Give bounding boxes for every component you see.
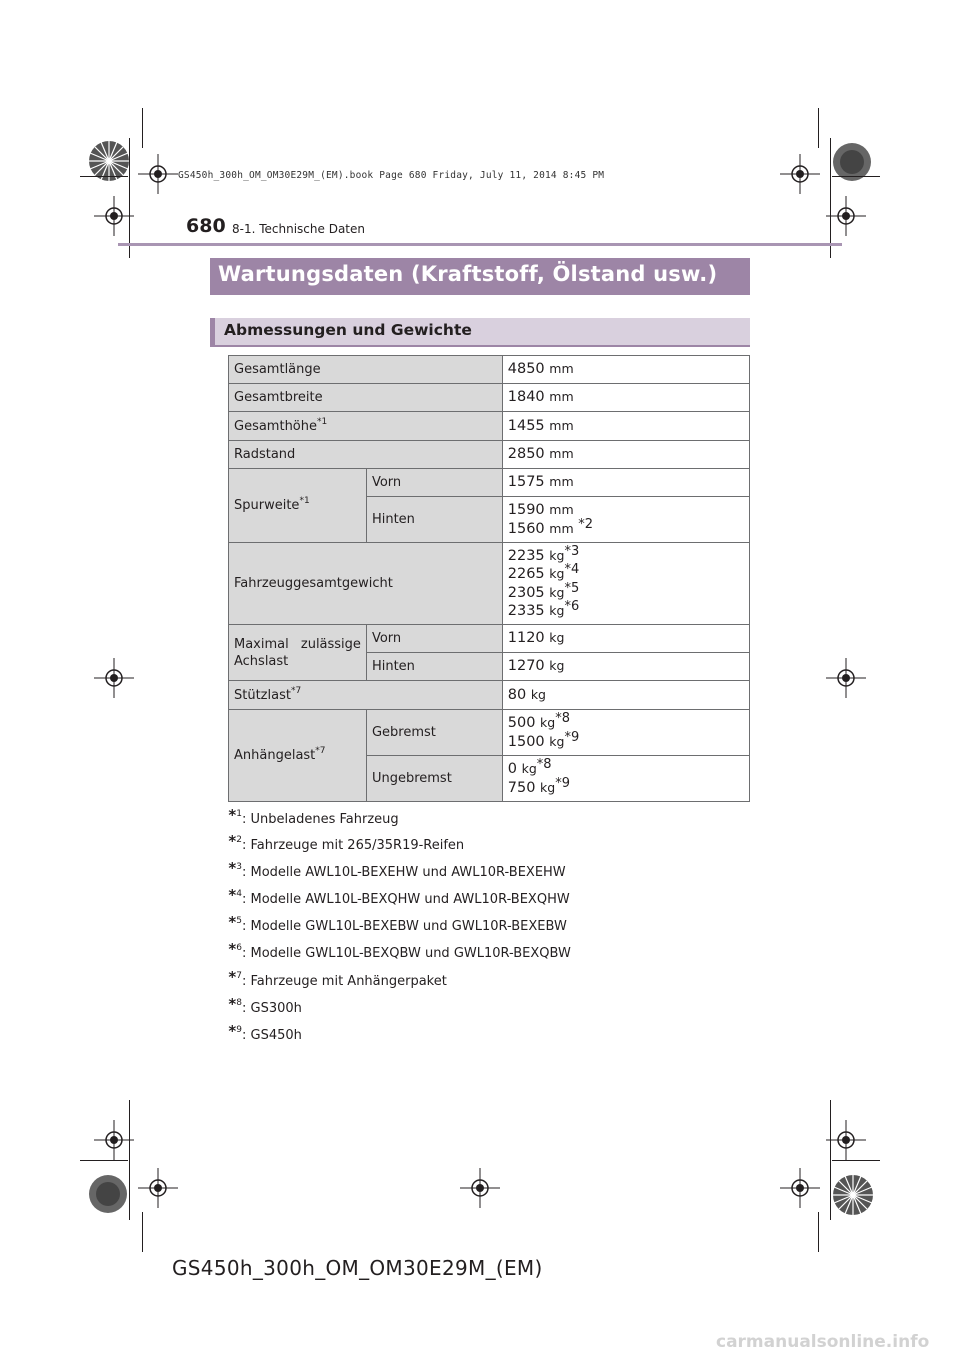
table-row — [229, 710, 750, 756]
footnote: *$^4$: Modelle AWL10L-BEXQHW und AWL10R-BEXQHW — [228, 886, 570, 907]
table-value: 1120 kg — [502, 625, 749, 653]
subtitle-bar — [210, 318, 750, 347]
crop-mark-icon — [142, 108, 143, 148]
table-label: Maximal zulässige Achslast — [229, 625, 367, 681]
table-sublabel: Vorn — [366, 625, 502, 653]
table-label: Fahrzeuggesamtgewicht — [229, 543, 503, 625]
registration-mark-icon — [460, 1168, 500, 1208]
table-value: 1590 mm 1560 mm *2 — [502, 497, 749, 543]
table-value: 80 kg — [502, 681, 749, 710]
subtitle: Abmessungen und Gewichte — [224, 321, 472, 339]
table-label: Anhängelast$^{*7}$ — [229, 710, 367, 802]
crop-mark-icon — [832, 176, 880, 177]
crop-mark-icon — [832, 1160, 880, 1161]
registration-mark-icon — [94, 1120, 134, 1160]
page-number: 680 — [186, 215, 226, 237]
table-sublabel: Ungebremst — [366, 756, 502, 802]
footnote: *$^5$: Modelle GWL10L-BEXEBW und GWL10R-BEXEBW — [228, 913, 567, 934]
page-title-bar — [210, 258, 750, 295]
table-value: 0 kg*8 750 kg*9 — [502, 756, 749, 802]
table-label: Radstand — [229, 441, 503, 469]
table-value: 1575 mm — [502, 469, 749, 497]
table-row — [229, 441, 750, 469]
table-label: Gesamtlänge — [229, 356, 503, 384]
color-bar-icon — [86, 1172, 130, 1216]
registration-mark-icon — [826, 658, 866, 698]
section-title: 8-1. Technische Daten — [232, 222, 365, 236]
footnote: *$^3$: Modelle AWL10L-BEXEHW und AWL10R-BEXEHW — [228, 859, 566, 880]
table-value: 1455 mm — [502, 412, 749, 441]
table-value: 1270 kg — [502, 653, 749, 681]
table-label: Gesamthöhe$^{*1}$ — [229, 412, 503, 441]
table-label: Spurweite$^{*1}$ — [229, 469, 367, 543]
footnote: *$^1$: Unbeladenes Fahrzeug — [228, 806, 399, 827]
color-bar-icon — [86, 138, 132, 184]
table-value: 500 kg*8 1500 kg*9 — [502, 710, 749, 756]
table-row — [229, 543, 750, 625]
table-value: 2850 mm — [502, 441, 749, 469]
table-label: Stützlast$^{*7}$ — [229, 681, 503, 710]
footnote: *$^9$: GS450h — [228, 1022, 302, 1043]
table-value: 1840 mm — [502, 384, 749, 412]
subtitle-accent — [210, 318, 215, 347]
crop-mark-icon — [830, 1100, 831, 1220]
crop-mark-icon — [818, 1212, 819, 1252]
table-label: Gesamtbreite — [229, 384, 503, 412]
document-code: GS450h_300h_OM_OM30E29M_(EM) — [172, 1256, 543, 1280]
registration-mark-icon — [780, 154, 820, 194]
table-sublabel: Gebremst — [366, 710, 502, 756]
table-row — [229, 469, 750, 497]
table-value: 4850 mm — [502, 356, 749, 384]
registration-mark-icon — [94, 658, 134, 698]
crop-mark-icon — [830, 138, 831, 258]
registration-mark-icon — [826, 196, 866, 236]
registration-mark-icon — [826, 1120, 866, 1160]
table-sublabel: Hinten — [366, 653, 502, 681]
registration-mark-icon — [138, 154, 178, 194]
crop-mark-icon — [818, 108, 819, 148]
color-bar-icon — [830, 1172, 876, 1218]
header-rule — [118, 243, 842, 246]
book-info: GS450h_300h_OM_OM30E29M_(EM).book Page 680 Friday, July 11, 2014 8:45 PM — [178, 170, 605, 181]
registration-mark-icon — [780, 1168, 820, 1208]
watermark: carmanualsonline.info — [716, 1332, 930, 1352]
table-sublabel: Vorn — [366, 469, 502, 497]
table-value: 2235 kg*3 2265 kg*4 2305 kg*5 2335 kg*6 — [502, 543, 749, 625]
table-row — [229, 681, 750, 710]
table-sublabel: Hinten — [366, 497, 502, 543]
table-row — [229, 384, 750, 412]
table-row — [229, 356, 750, 384]
color-bar-icon — [830, 140, 874, 184]
crop-mark-icon — [80, 176, 128, 177]
registration-mark-icon — [94, 196, 134, 236]
crop-mark-icon — [142, 1212, 143, 1252]
registration-mark-icon — [138, 1168, 178, 1208]
specs-table — [228, 355, 750, 802]
table-row — [229, 625, 750, 653]
crop-mark-icon — [129, 1100, 130, 1220]
crop-mark-icon — [129, 138, 130, 258]
page-title: Wartungsdaten (Kraftstoff, Ölstand usw.) — [218, 262, 718, 286]
footnote: *$^8$: GS300h — [228, 995, 302, 1016]
crop-mark-icon — [80, 1160, 128, 1161]
footnote: *$^7$: Fahrzeuge mit Anhängerpaket — [228, 968, 447, 989]
footnote: *$^2$: Fahrzeuge mit 265/35R19-Reifen — [228, 832, 465, 853]
table-row — [229, 412, 750, 441]
footnote: *$^6$: Modelle GWL10L-BEXQBW und GWL10R-BEXQBW — [228, 940, 571, 961]
